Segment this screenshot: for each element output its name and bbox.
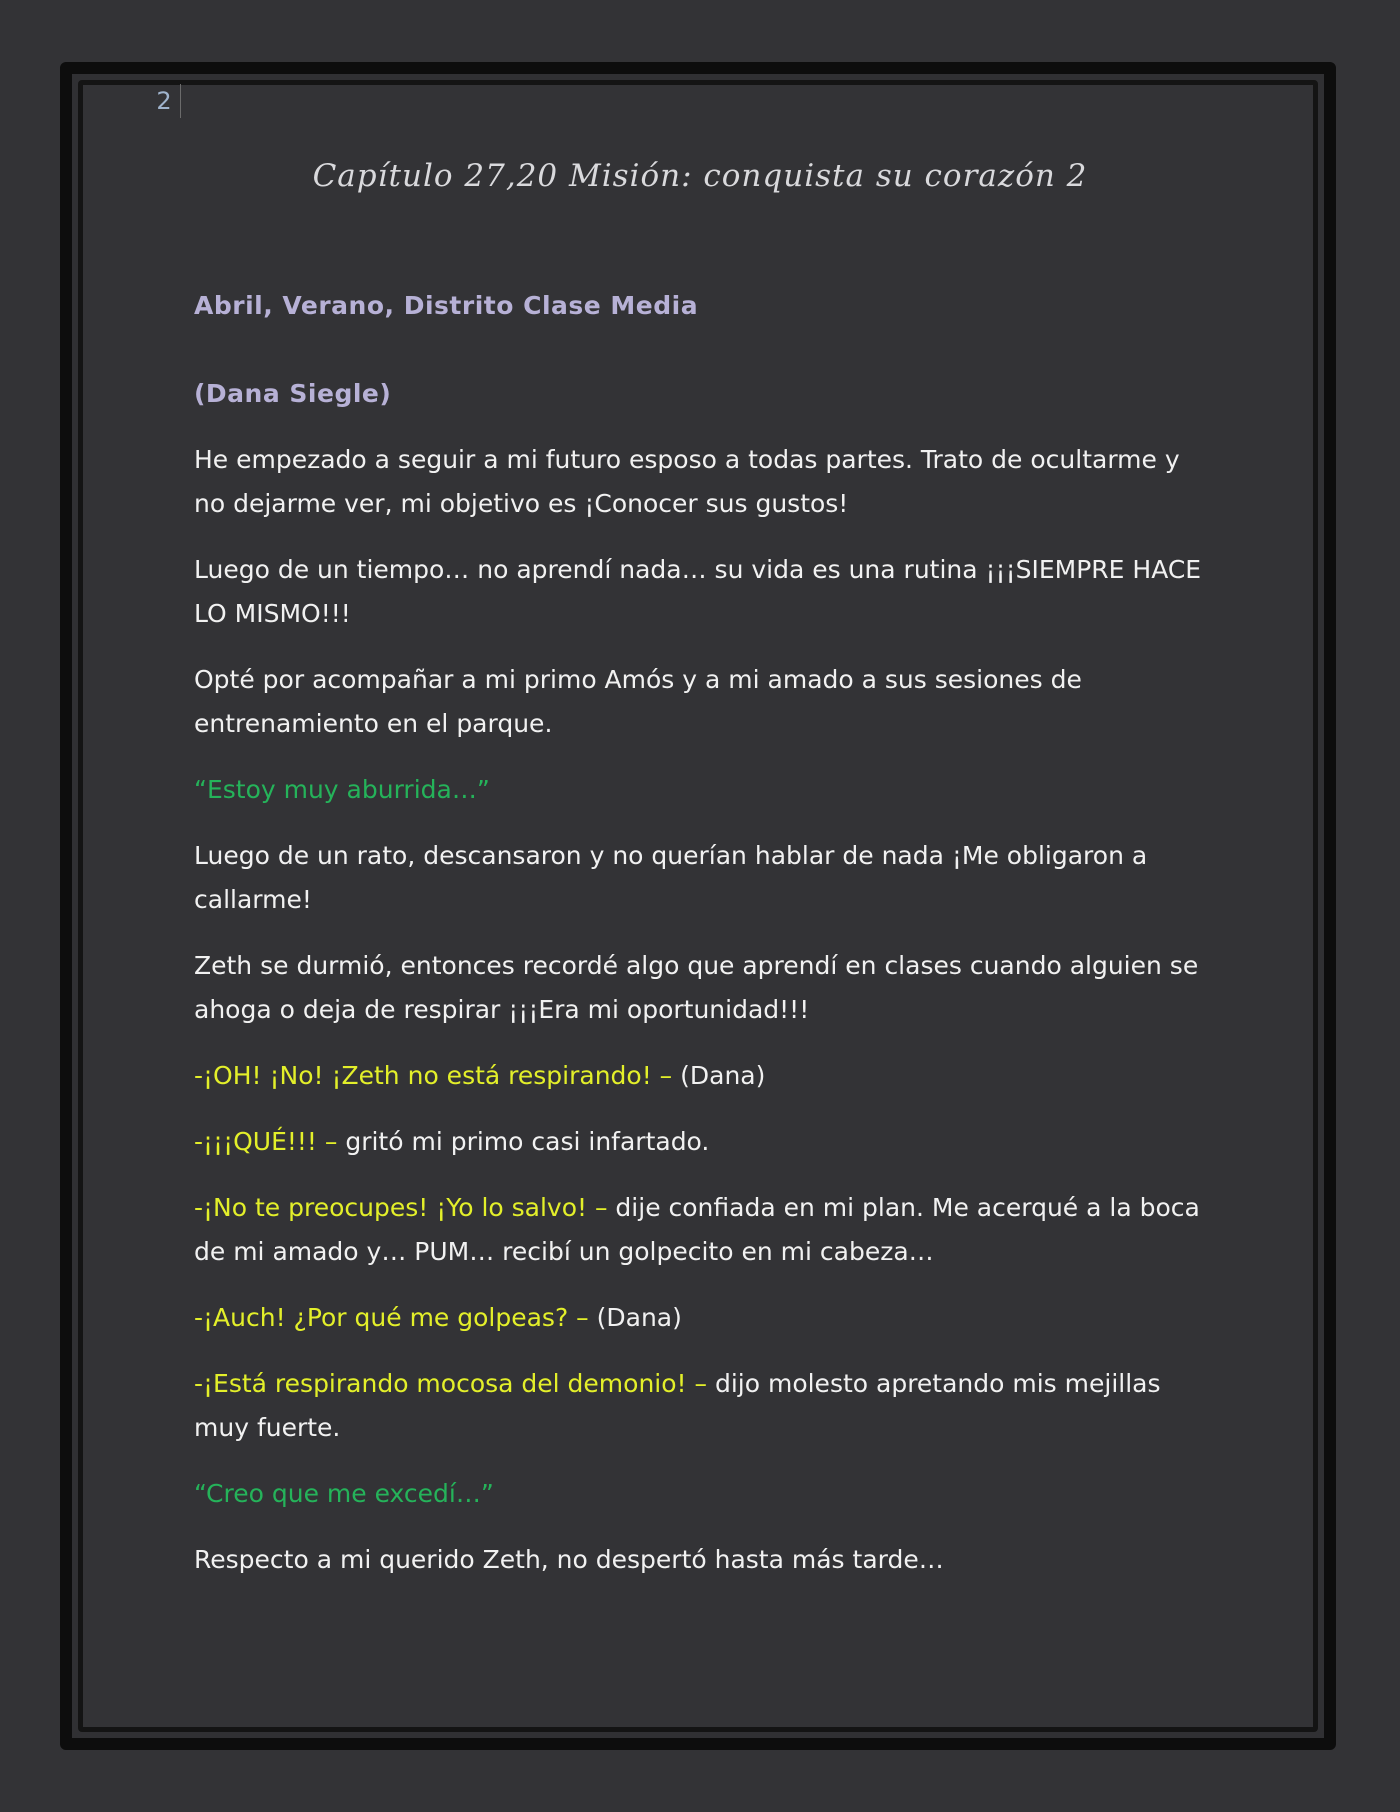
paragraph-text: Luego de un rato, descansaron y no querían hablar de nada ¡Me obligaron a callarme! <box>194 841 1148 914</box>
thought-line <box>194 1472 1204 1516</box>
dialogue-narration: (Dana) <box>672 1061 766 1090</box>
paragraph-text: Opté por acompañar a mi primo Amós y a mi amado a sus sesiones de entrenamiento en el parque. <box>194 665 1082 738</box>
paragraph-text: Zeth se durmió, entonces recordé algo que aprendí en clases cuando alguien se ahoga o deja de respirar ¡¡¡Era mi oportunidad!!! <box>194 951 1199 1024</box>
dialogue-line <box>194 1296 1204 1340</box>
paragraph <box>194 548 1204 636</box>
paragraph <box>194 438 1204 526</box>
dialogue-line <box>194 1054 1204 1098</box>
thought-line <box>194 768 1204 812</box>
dialogue-line <box>194 1362 1204 1450</box>
paragraph <box>194 944 1204 1032</box>
paragraph-text: Luego de un tiempo… no aprendí nada… su vida es una rutina ¡¡¡SIEMPRE HACE LO MISMO!!! <box>194 555 1202 628</box>
paragraph <box>194 1538 1204 1582</box>
chapter-title: Capítulo 27,20 Misión: conquista su corazón 2 <box>312 158 1088 194</box>
dialogue-line <box>194 1186 1204 1274</box>
dialogue-narration: dijo molesto apretando mis mejillas muy fuerte. <box>194 1369 1161 1442</box>
dialogue-speech: -¡Está respirando mocosa del demonio! – <box>194 1369 708 1398</box>
page-number: 2 <box>148 84 181 118</box>
dialogue-speech: -¡¡¡QUÉ!!! – <box>194 1127 338 1156</box>
dialogue-narration: gritó mi primo casi infartado. <box>337 1127 710 1156</box>
dialogue-speech: -¡OH! ¡No! ¡Zeth no está respirando! – <box>194 1061 673 1090</box>
thought-text: “Creo que me excedí…” <box>194 1479 494 1508</box>
setting-heading: Abril, Verano, Distrito Clase Media <box>194 291 699 320</box>
paragraph <box>194 834 1204 922</box>
page-body <box>194 284 1204 1604</box>
paragraph-text: Respecto a mi querido Zeth, no despertó hasta más tarde… <box>194 1545 944 1574</box>
dialogue-narration: (Dana) <box>588 1303 682 1332</box>
dialogue-narration: dije confiada en mi plan. Me acerqué a la boca de mi amado y… PUM… recibí un golpecito en mi cabeza… <box>194 1193 1200 1266</box>
paragraph <box>194 658 1204 746</box>
paragraph-text: He empezado a seguir a mi futuro esposo a todas partes. Trato de ocultarme y no dejarme ver, mi objetivo es ¡Conocer sus gustos! <box>194 445 1180 518</box>
dialogue-line <box>194 1120 1204 1164</box>
narrator-heading: (Dana Siegle) <box>194 379 392 408</box>
dialogue-speech: -¡Auch! ¿Por qué me golpeas? – <box>194 1303 589 1332</box>
thought-text: “Estoy muy aburrida…” <box>194 775 490 804</box>
dialogue-speech: -¡No te preocupes! ¡Yo lo salvo! – <box>194 1193 608 1222</box>
